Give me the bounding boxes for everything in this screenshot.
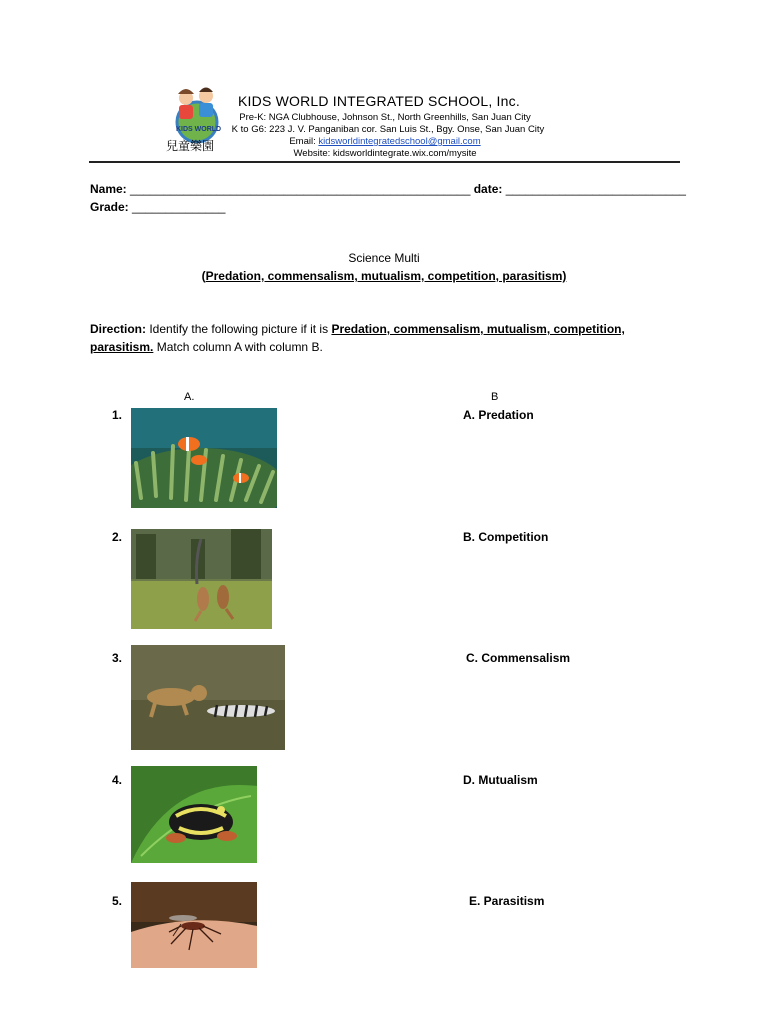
- worksheet-subtitle: [0, 269, 768, 283]
- clownfish-anemone-picture: [131, 408, 277, 508]
- answer-option-c: C. Commensalism: [466, 651, 571, 665]
- column-a-header: A.: [184, 391, 195, 403]
- item-number-1: 1.: [112, 408, 123, 422]
- item-number-5: 5.: [112, 894, 123, 908]
- direction-topics: Predation, commensalism, mutualism, competition, parasitism.: [90, 322, 625, 354]
- lion-zebra-picture: [131, 645, 285, 750]
- address-prek: Pre-K: NGA Clubhouse, Johnson St., North Greenhills, San Juan City: [239, 112, 531, 123]
- column-b-header: B: [491, 391, 499, 403]
- answer-option-d: D. Mutualism: [463, 773, 538, 787]
- email-label: Email:: [289, 136, 319, 147]
- header-divider: [89, 161, 680, 163]
- subtitle-topics: Predation, commensalism, mutualism, competition, parasitism): [205, 269, 567, 283]
- date-blank[interactable]: ___________________________: [505, 182, 686, 196]
- answer-option-e: E. Parasitism: [469, 894, 545, 908]
- direction-text-2: Match column A with column B.: [153, 340, 323, 354]
- logo-chinese-text: 兒童樂園: [166, 139, 215, 153]
- mosquito-skin-picture: [131, 882, 257, 968]
- item-number-2: 2.: [112, 530, 123, 544]
- subtitle-open-paren: (: [201, 269, 206, 283]
- date-label: date:: [470, 182, 506, 196]
- school-name: KIDS WORLD INTEGRATED SCHOOL, Inc.: [238, 93, 520, 109]
- grade-line: [90, 200, 225, 214]
- direction-text: Identify the following picture if it is: [146, 322, 332, 336]
- answer-option-b: B. Competition: [463, 530, 549, 544]
- direction-paragraph: [90, 320, 680, 356]
- email-link[interactable]: kidsworldintegratedschool@gmail.com: [318, 136, 481, 147]
- answer-option-a: A. Predation: [463, 408, 534, 422]
- logo-text: KIDS WORLD: [176, 126, 222, 133]
- item-number-3: 3.: [112, 651, 123, 665]
- website-line: Website: kidsworldintegrate.wix.com/mysite: [293, 148, 477, 159]
- kangaroos-fighting-picture: [131, 529, 272, 629]
- address-k-g6: K to G6: 223 J. V. Panganiban cor. San Luis St., Bgy. Onse, San Juan City: [231, 124, 545, 135]
- poison-frog-picture: [131, 766, 257, 863]
- worksheet-title: Science Multi: [348, 251, 420, 265]
- direction-label: Direction:: [90, 322, 147, 336]
- item-number-4: 4.: [112, 773, 123, 787]
- grade-blank[interactable]: ______________: [132, 200, 226, 214]
- name-date-line: [90, 182, 686, 196]
- email-line: [200, 136, 570, 147]
- name-blank[interactable]: ___________________________________________________: [130, 182, 471, 196]
- grade-label: Grade:: [90, 200, 133, 214]
- name-label: Name:: [90, 182, 131, 196]
